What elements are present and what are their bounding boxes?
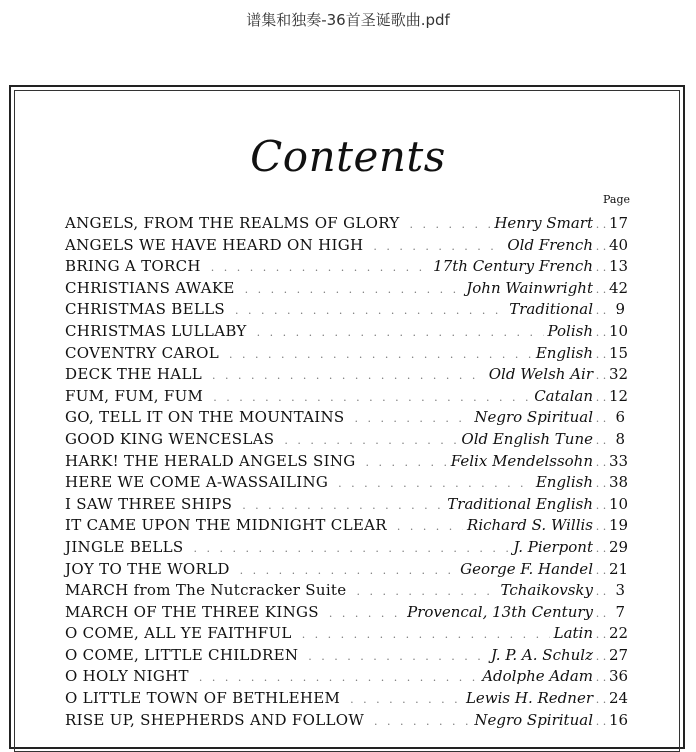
toc-entry-page: 36: [609, 667, 629, 686]
toc-entry-title: MARCH OF THE THREE KINGS: [65, 602, 319, 621]
toc-entry[interactable]: [65, 408, 625, 430]
dot-leader: [325, 607, 403, 620]
toc-entry-page: 42: [609, 278, 629, 297]
toc-entry-composer: George F. Handel: [460, 559, 593, 578]
toc-entry-composer: Adolphe Adam: [482, 667, 593, 686]
toc-entry-composer: Catalan: [534, 386, 593, 405]
toc-entry[interactable]: [65, 451, 629, 474]
toc-entry-title: GO, TELL IT ON THE MOUNTAINS: [65, 408, 345, 427]
dot-leader-short: . .: [595, 261, 607, 275]
toc-entry-title: O COME, ALL YE FAITHFUL: [65, 624, 292, 643]
dot-leader-short: . .: [595, 541, 607, 555]
toc-entry-page: 3: [615, 581, 625, 600]
toc-entry-composer: J. Pierpont: [513, 537, 593, 556]
toc-entry-title: O HOLY NIGHT: [65, 667, 189, 686]
toc-entry-title: FUM, FUM, FUM: [65, 386, 204, 405]
toc-entry-composer: Old Welsh Air: [488, 365, 593, 384]
dot-leader: [298, 628, 550, 641]
toc-entry-page: 15: [609, 343, 629, 362]
dot-leader: [231, 304, 505, 317]
toc-entry-composer: 17th Century French: [433, 257, 593, 276]
toc-entry-composer: English: [535, 473, 593, 492]
toc-entry-page: 33: [609, 451, 629, 470]
dot-leader-short: . .: [595, 412, 607, 426]
toc-entry-composer: John Wainwright: [466, 278, 593, 297]
toc-entry[interactable]: [65, 624, 629, 646]
toc-entry[interactable]: [65, 603, 625, 625]
dot-leader: [393, 520, 463, 533]
toc-entry-composer: Henry Smart: [494, 214, 593, 232]
toc-entry-page: 10: [609, 494, 629, 513]
dot-leader: [406, 218, 491, 231]
toc-entry[interactable]: [65, 473, 629, 495]
toc-entry-page: 40: [609, 235, 629, 254]
toc-entry-title: MARCH from The Nutcracker Suite: [65, 581, 347, 600]
toc-entry-composer: Provencal, 13th Century: [407, 602, 593, 621]
toc-entry-title: BRING A TORCH: [65, 257, 201, 276]
toc-entry-composer: Tchaikovsky: [500, 581, 593, 600]
dot-leader: [241, 283, 463, 296]
dot-leader-short: . .: [595, 498, 607, 512]
toc-entry[interactable]: [65, 581, 625, 603]
toc-entry-composer: Old English Tune: [461, 429, 593, 448]
toc-entry-title: CHRISTMAS LULLABY: [65, 321, 247, 340]
dot-leader-short: . .: [595, 477, 607, 491]
toc-entry-page: 38: [609, 473, 629, 492]
dot-leader-short: . .: [595, 649, 607, 663]
toc-entry-composer: Latin: [553, 624, 593, 643]
toc-entry-title: IT CAME UPON THE MIDNIGHT CLEAR: [65, 516, 387, 535]
dot-leader-short: . .: [595, 606, 607, 620]
dot-leader: [280, 434, 457, 447]
toc-entry[interactable]: [65, 494, 629, 517]
toc-entry-page: 19: [609, 516, 629, 535]
dot-leader-short: . .: [595, 433, 607, 447]
dot-leader-short: . .: [595, 714, 607, 728]
toc-entry[interactable]: [65, 516, 629, 538]
dot-leader-short: . .: [595, 239, 607, 253]
dot-leader: [236, 564, 456, 577]
toc-entry-title: JINGLE BELLS: [65, 537, 184, 556]
toc-entry-page: 21: [609, 559, 629, 578]
toc-entry-title: ANGELS WE HAVE HEARD ON HIGH: [65, 235, 364, 254]
toc-entry-composer: English: [535, 343, 593, 362]
dot-leader: [225, 348, 532, 361]
toc-entry-title: CHRISTIANS AWAKE: [65, 278, 235, 297]
toc-entry[interactable]: [65, 430, 625, 452]
toc-entry-composer: Felix Mendelssohn: [450, 451, 593, 470]
dot-leader-short: . .: [595, 693, 607, 707]
toc-entry-title: I SAW THREE SHIPS: [65, 494, 233, 513]
dot-leader-short: . .: [595, 563, 607, 577]
toc-entry[interactable]: [65, 710, 629, 733]
dot-leader-short: . .: [595, 304, 607, 318]
dot-leader: [238, 499, 443, 512]
dot-leader-short: . .: [595, 585, 607, 599]
toc-entry-composer: Traditional: [509, 300, 593, 319]
toc-entry-composer: Negro Spiritual: [474, 710, 593, 729]
dot-leader-short: . .: [595, 325, 607, 339]
toc-entry-title: CHRISTMAS BELLS: [65, 300, 225, 319]
toc-entry-title: GOOD KING WENCESLAS: [65, 429, 275, 448]
dot-leader-short: . .: [595, 218, 607, 231]
toc-entry[interactable]: [65, 386, 629, 409]
dot-leader: [190, 542, 510, 555]
toc-entry-page: 22: [609, 624, 629, 643]
toc-entry-composer: Traditional English: [447, 494, 593, 513]
dot-leader: [350, 412, 470, 425]
dot-leader: [304, 650, 487, 663]
toc-entry[interactable]: [65, 645, 629, 668]
dot-leader: [352, 585, 496, 598]
toc-entry-page: 7: [615, 602, 625, 621]
dot-leader: [369, 240, 503, 253]
toc-entry-title: HERE WE COME A-WASSAILING: [65, 473, 329, 492]
toc-entry-title: ANGELS, FROM THE REALMS OF GLORY: [65, 214, 400, 232]
toc-entry-title: COVENTRY CAROL: [65, 343, 219, 362]
toc-entry-title: O COME, LITTLE CHILDREN: [65, 645, 299, 664]
toc-entry[interactable]: [65, 365, 629, 387]
toc-entry-page: 32: [609, 365, 629, 384]
toc-entry[interactable]: [65, 300, 625, 322]
toc-entry-composer: Lewis H. Redner: [465, 689, 593, 708]
toc-entry-page: 16: [609, 710, 629, 729]
toc-entry-page: 12: [609, 386, 629, 405]
toc-entry-page: 10: [609, 321, 629, 340]
page-column-label: Page: [603, 193, 631, 206]
dot-leader: [334, 477, 532, 490]
toc-entry[interactable]: [65, 689, 629, 711]
toc-entry-title: O LITTLE TOWN OF BETHLEHEM: [65, 689, 341, 708]
toc-entry[interactable]: [65, 214, 629, 236]
toc-entry[interactable]: [65, 278, 629, 301]
dot-leader: [253, 326, 544, 339]
toc-entry-page: 9: [615, 300, 625, 319]
toc-entry[interactable]: [65, 235, 629, 258]
toc-entry-title: JOY TO THE WORLD: [65, 559, 230, 578]
dot-leader-short: . .: [595, 671, 607, 685]
toc-entry-page: 17: [609, 214, 629, 232]
toc-entry[interactable]: [65, 537, 629, 560]
toc-entry-title: RISE UP, SHEPHERDS AND FOLLOW: [65, 710, 365, 729]
toc-entry[interactable]: [65, 321, 629, 344]
contents-heading: Contents: [250, 132, 446, 181]
document-title: 谱集和独奏-36首圣诞歌曲.pdf: [246, 11, 450, 29]
toc-entry-composer: Polish: [547, 321, 593, 340]
dot-leader: [195, 671, 478, 684]
toc-entry-composer: Richard S. Willis: [467, 516, 593, 535]
dot-leader-short: . .: [595, 347, 607, 361]
toc-entry-composer: J. P. A. Schulz: [490, 645, 593, 664]
toc-entry-title: HARK! THE HERALD ANGELS SING: [65, 451, 356, 470]
dot-leader: [370, 715, 470, 728]
toc-entry-page: 29: [609, 537, 629, 556]
toc-entry-composer: Negro Spiritual: [474, 408, 593, 427]
toc-entry-page: 6: [615, 408, 625, 427]
dot-leader-short: . .: [595, 520, 607, 534]
toc-entry-page: 24: [609, 689, 629, 708]
dot-leader-short: . .: [595, 282, 607, 296]
toc-entry-title: DECK THE HALL: [65, 365, 202, 384]
dot-leader-short: . .: [595, 628, 607, 642]
toc-entry[interactable]: [65, 257, 629, 279]
toc-entry[interactable]: [65, 667, 629, 689]
dot-leader: [209, 391, 530, 404]
dot-leader: [362, 456, 447, 469]
table-of-contents: [65, 214, 629, 732]
toc-entry-page: 13: [609, 257, 629, 276]
dot-leader-short: . .: [595, 390, 607, 404]
toc-entry[interactable]: [65, 559, 629, 582]
toc-entry-page: 27: [609, 645, 629, 664]
dot-leader: [207, 261, 429, 274]
toc-entry-page: 8: [615, 429, 625, 448]
dot-leader: [208, 369, 485, 382]
toc-entry-composer: Old French: [507, 235, 593, 254]
toc-entry[interactable]: [65, 343, 629, 366]
dot-leader: [346, 693, 462, 706]
dot-leader-short: . .: [595, 369, 607, 383]
dot-leader-short: . .: [595, 455, 607, 469]
